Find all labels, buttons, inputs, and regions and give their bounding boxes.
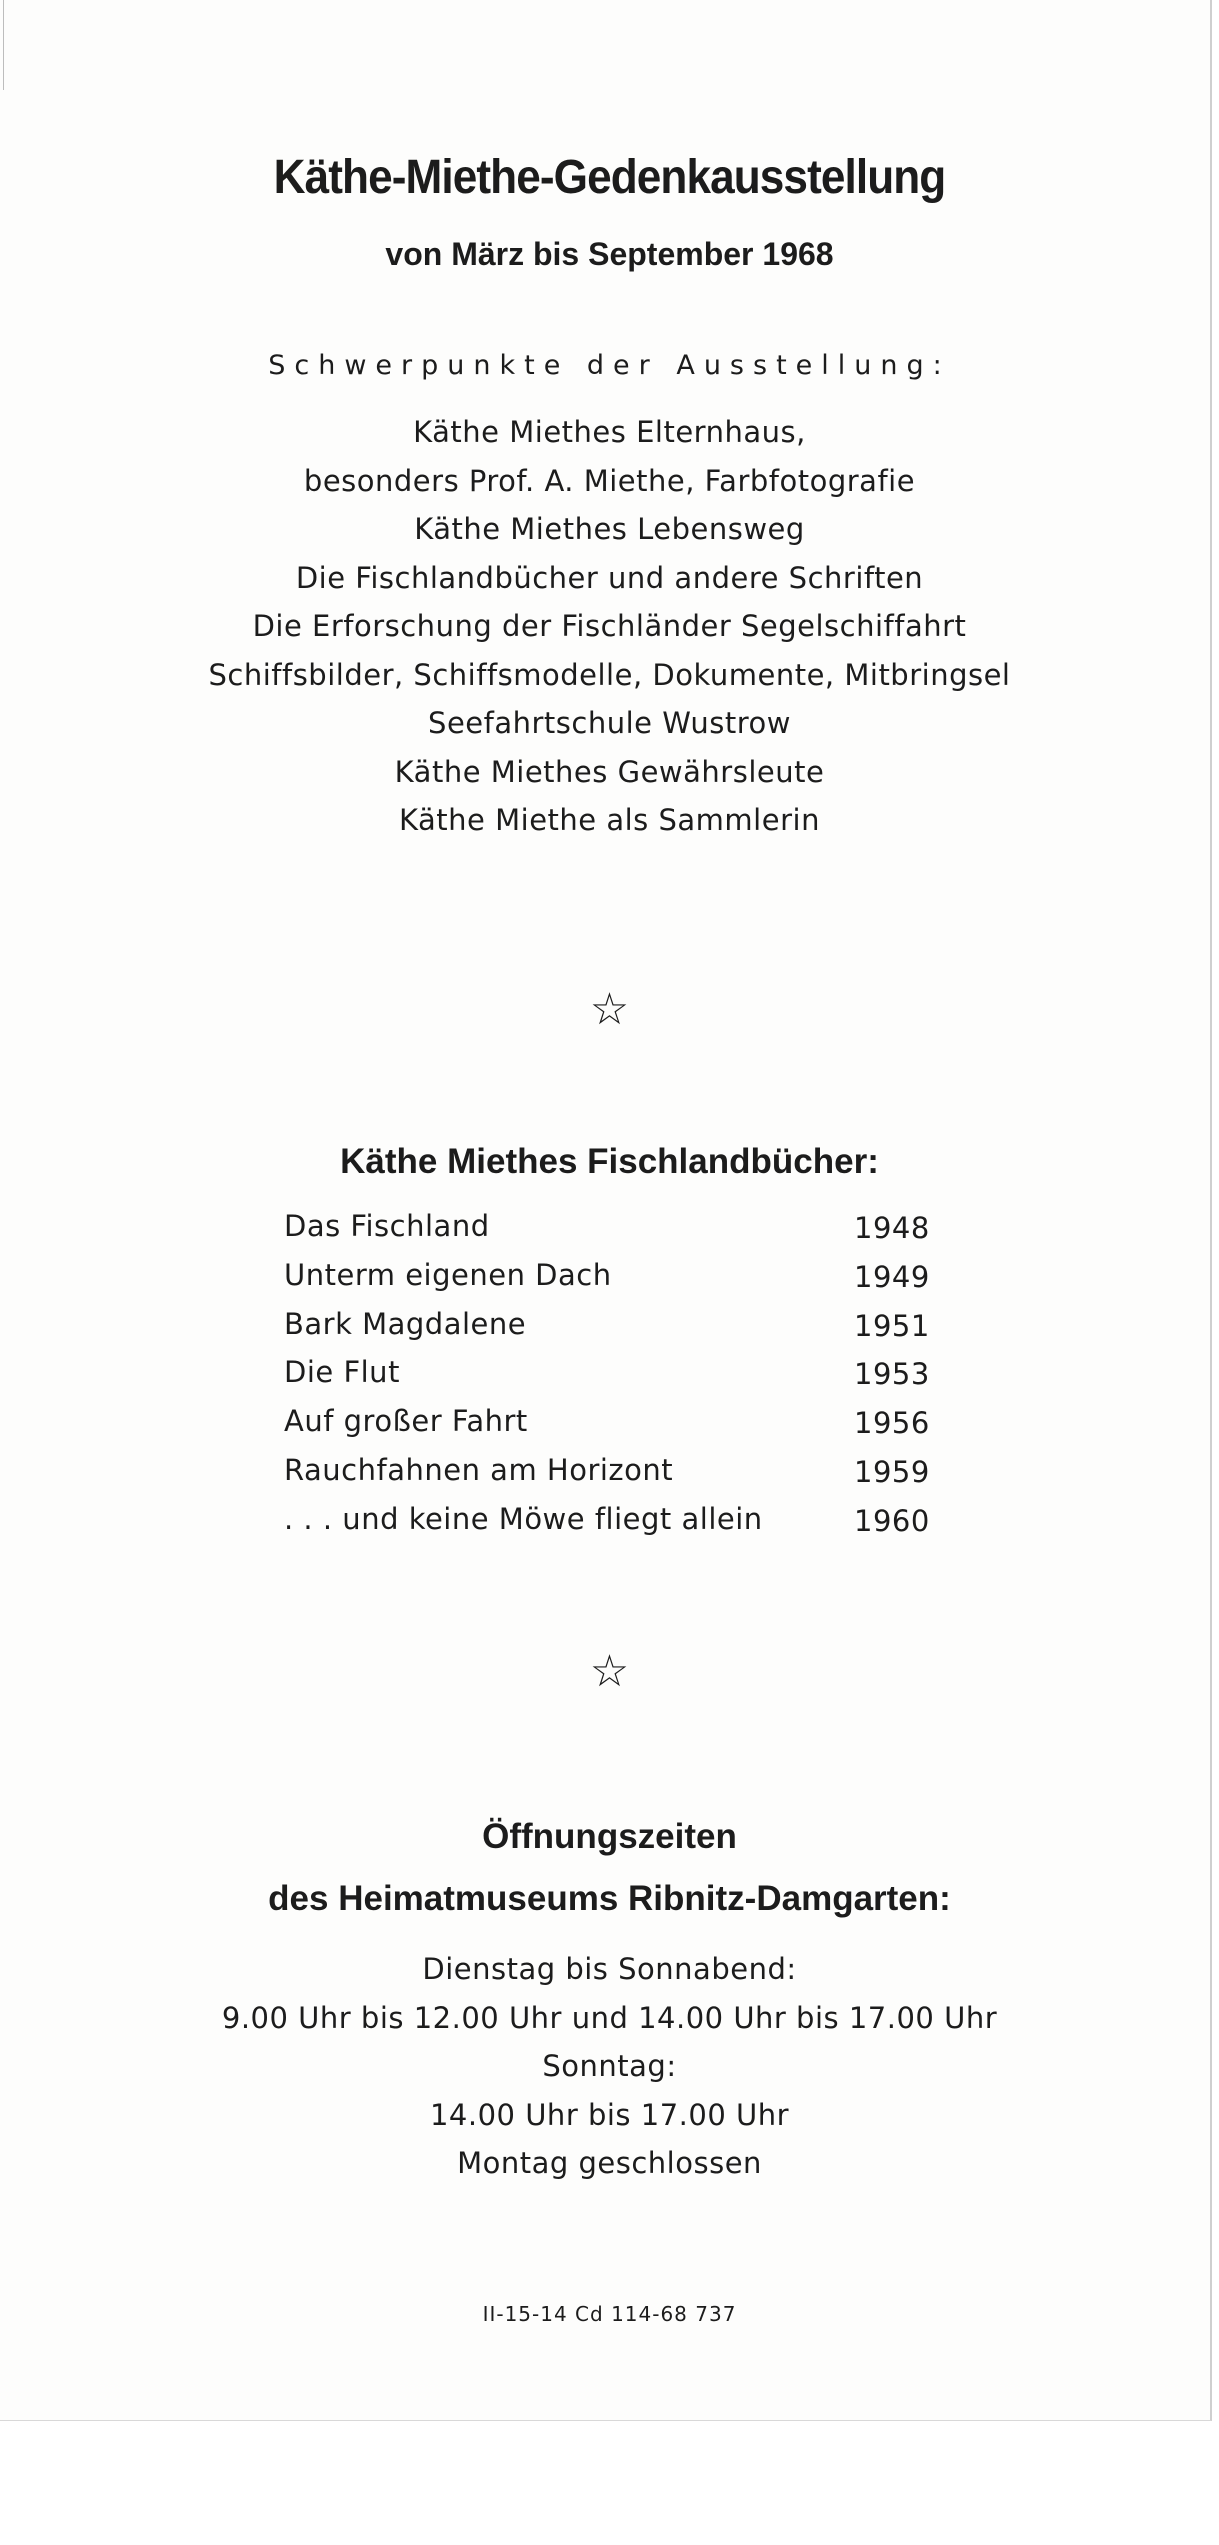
opening-hours-list	[0, 1945, 1219, 2188]
opening-hours-heading-line: des Heimatmuseums Ribnitz-Damgarten:	[268, 1879, 951, 1918]
book-year: 1956	[854, 1406, 930, 1441]
focus-heading: Schwerpunkte der Ausstellung:	[268, 350, 951, 381]
star-separator-icon: ☆	[589, 984, 630, 1035]
book-title: Das Fischland	[284, 1209, 490, 1243]
star-separator-icon: ☆	[589, 1646, 630, 1697]
book-row	[284, 1209, 930, 1258]
book-row	[284, 1404, 930, 1453]
book-row	[284, 1452, 930, 1502]
book-title: Bark Magdalene	[284, 1306, 527, 1341]
book-row	[284, 1355, 930, 1404]
focus-item: Käthe Miethe als Sammlerin	[399, 803, 820, 837]
book-row	[284, 1257, 930, 1307]
opening-hours-line: Dienstag bis Sonnabend:	[422, 1952, 797, 1986]
focus-list	[0, 408, 1219, 845]
book-year: 1960	[854, 1503, 930, 1538]
books-heading: Käthe Miethes Fischlandbücher:	[340, 1142, 879, 1181]
opening-hours-line: Sonntag:	[542, 2049, 677, 2083]
book-title: Unterm eigenen Dach	[284, 1257, 612, 1292]
book-year: 1951	[854, 1308, 930, 1343]
book-year: 1949	[854, 1259, 930, 1294]
focus-item: besonders Prof. A. Miethe, Farbfotografie	[303, 463, 916, 498]
book-row	[284, 1501, 930, 1551]
page-edge-line	[3, 0, 4, 90]
focus-item: Die Fischlandbücher und andere Schriften	[295, 560, 924, 595]
focus-item: Schiffsbilder, Schiffsmodelle, Dokumente, Mitbringsel	[208, 657, 1011, 692]
book-title: Die Flut	[284, 1355, 400, 1390]
opening-hours-heading	[0, 1806, 1219, 1930]
book-year: 1953	[854, 1357, 930, 1392]
opening-hours-heading-line: Öffnungszeiten	[482, 1817, 737, 1856]
focus-item: Seefahrtschule Wustrow	[428, 706, 791, 740]
opening-hours-line: Montag geschlossen	[457, 2146, 762, 2180]
book-title: . . . und keine Möwe fliegt allein	[284, 1501, 763, 1536]
print-code: II-15-14 Cd 114-68 737	[482, 2302, 737, 2326]
book-title: Auf großer Fahrt	[284, 1404, 528, 1439]
opening-hours-line: 9.00 Uhr bis 12.00 Uhr und 14.00 Uhr bis 17.00 Uhr	[221, 2000, 998, 2035]
focus-item: Käthe Miethes Gewährsleute	[394, 754, 825, 789]
focus-item: Käthe Miethes Lebensweg	[414, 512, 805, 546]
book-year: 1959	[854, 1454, 930, 1489]
page-title: Käthe-Miethe-Gedenkausstellung	[273, 151, 946, 204]
book-year: 1948	[854, 1211, 930, 1245]
books-list	[284, 1209, 930, 1551]
page-subtitle: von März bis September 1968	[385, 236, 834, 272]
book-title: Rauchfahnen am Horizont	[284, 1452, 674, 1487]
book-row	[284, 1306, 930, 1356]
focus-item: Käthe Miethes Elternhaus,	[413, 415, 806, 449]
opening-hours-line: 14.00 Uhr bis 17.00 Uhr	[429, 2097, 790, 2132]
focus-item: Die Erforschung der Fischländer Segelschiffahrt	[252, 609, 967, 643]
